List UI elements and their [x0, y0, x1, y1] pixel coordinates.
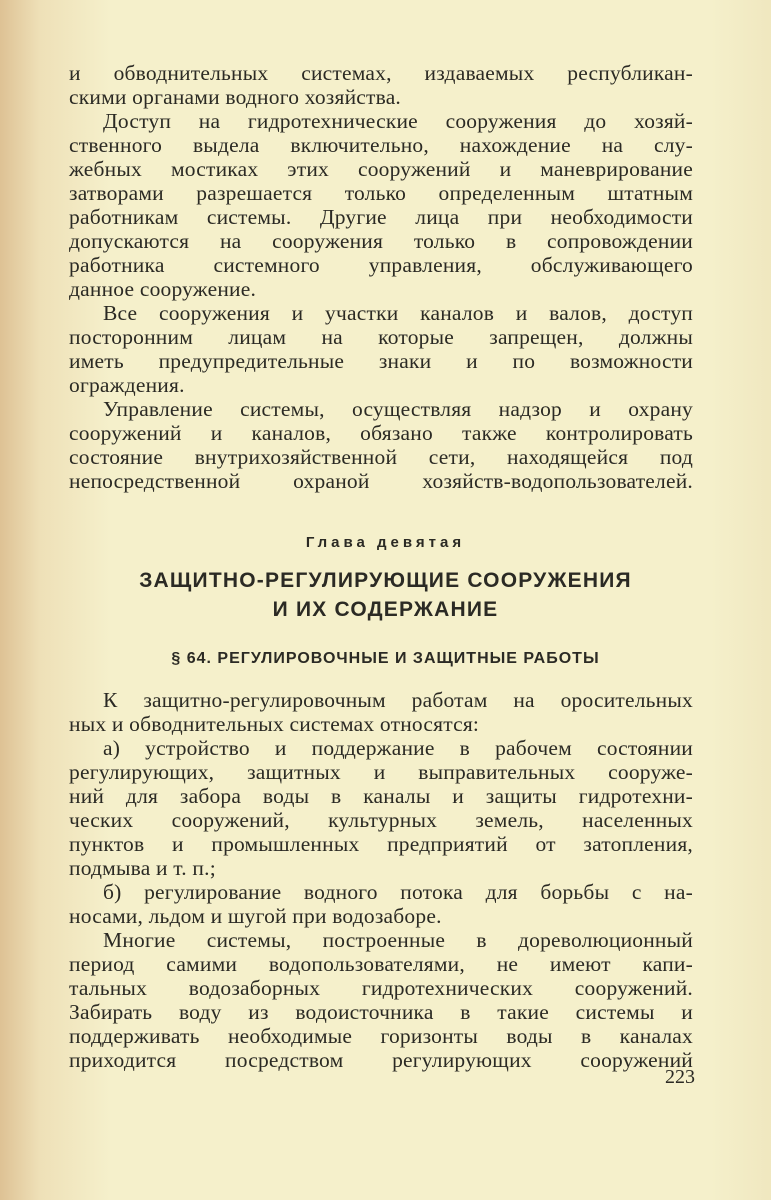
text-line: жебных мостиках этих сооружений и маневрирование — [69, 157, 693, 181]
text-line: иметь предупредительные знаки и по возможности — [69, 349, 693, 373]
chapter-label: Глава девятая — [305, 534, 466, 551]
text-line: а) устройство и поддержание в рабочем состоянии — [103, 736, 693, 760]
text-line: посторонним лицам на которые запрещен, должны — [69, 325, 693, 349]
text-line: период самими водопользователями, не имеют капи- — [69, 952, 693, 976]
text-line: приходится посредством регулирующих сооружений — [69, 1048, 693, 1072]
chapter-title-line: И ИХ СОДЕРЖАНИЕ — [272, 598, 499, 621]
section-title: § 64. РЕГУЛИРОВОЧНЫЕ И ЗАЩИТНЫЕ РАБОТЫ — [171, 650, 600, 667]
text-line: состояние внутрихозяйственной сети, находящейся под — [69, 445, 693, 469]
page-number: 223 — [665, 1066, 695, 1088]
text-line: Все сооружения и участки каналов и валов, доступ — [103, 301, 693, 325]
text-line: Доступ на гидротехнические сооружения до хозяй- — [103, 109, 693, 133]
paragraph-system-management — [69, 397, 693, 493]
text-line: тальных водозаборных гидротехнических сооружений. — [69, 976, 693, 1000]
text-line: Многие системы, построенные в дореволюционный — [103, 928, 693, 952]
text-line: ний для забора воды в каналы и защиты гидротехни- — [69, 784, 693, 808]
text-line: данное сооружение. — [69, 277, 257, 301]
text-line: подмыва и т. п.; — [69, 856, 216, 880]
text-line: допускаются на сооружения только в сопровождении — [69, 229, 693, 253]
text-line: ческих сооружений, культурных земель, населенных — [69, 808, 693, 832]
chapter-title-line: ЗАЩИТНО-РЕГУЛИРУЮЩИЕ СООРУЖЕНИЯ — [139, 569, 632, 592]
text-line: ных и обводнительных системах относятся: — [69, 712, 480, 736]
list-item-b — [69, 880, 693, 928]
paragraph-legacy-systems — [69, 928, 693, 1072]
text-line: Забирать воду из водоисточника в такие системы и — [69, 1000, 693, 1024]
text-line: скими органами водного хозяйства. — [69, 85, 402, 109]
chapter-title — [0, 566, 771, 624]
text-line: Управление системы, осуществляя надзор и охрану — [103, 397, 693, 421]
text-line: работникам системы. Другие лица при необходимости — [69, 205, 693, 229]
text-line: пунктов и промышленных предприятий от затопления, — [69, 832, 693, 856]
text-line: и обводнительных системах, издаваемых республикан- — [69, 61, 693, 85]
text-line: носами, льдом и шугой при водозаборе. — [69, 904, 442, 928]
text-line: регулирующих, защитных и выправительных сооруже- — [69, 760, 693, 784]
paragraph-continuation — [69, 61, 693, 109]
text-line: ственного выдела включительно, нахождение на слу- — [69, 133, 693, 157]
paragraph-access-rules — [69, 109, 693, 301]
text-line: сооружений и каналов, обязано также контролировать — [69, 421, 693, 445]
text-line: работника системного управления, обслуживающего — [69, 253, 693, 277]
list-item-a — [69, 736, 693, 880]
paragraph-warning-signs — [69, 301, 693, 397]
text-line: б) регулирование водного потока для борьбы с на- — [103, 880, 693, 904]
text-line: непосредственной охраной хозяйств-водопользователей. — [69, 469, 693, 493]
paragraph-intro — [69, 688, 693, 736]
text-line: затворами разрешается только определенным штатным — [69, 181, 693, 205]
text-line: К защитно-регулировочным работам на оросительных — [103, 688, 693, 712]
text-line: поддерживать необходимые горизонты воды в каналах — [69, 1024, 693, 1048]
text-line: ограждения. — [69, 373, 185, 397]
